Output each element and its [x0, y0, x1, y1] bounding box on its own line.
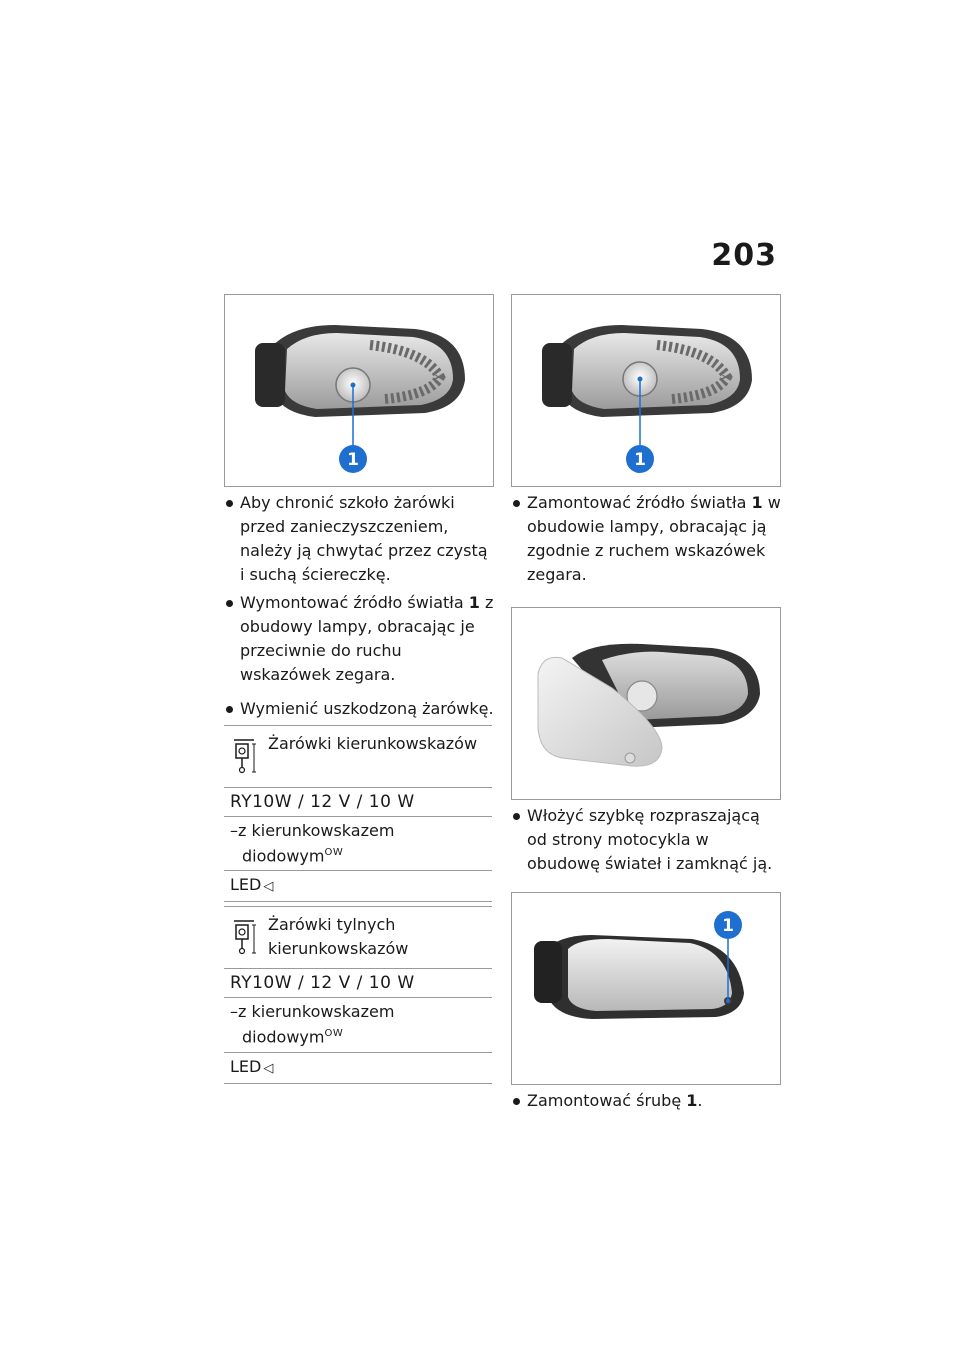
lens-insertion-illustration: [512, 608, 780, 799]
figure-bulb-housing-right: [511, 294, 781, 487]
left-column: [224, 294, 494, 1084]
spec-note: [224, 998, 492, 1052]
callout-reference: 1: [686, 1091, 698, 1110]
screw-mounting-illustration: [512, 893, 780, 1084]
spec-table-title: Żarówki kierunkowskazów: [268, 734, 478, 753]
figure-lens-insertion: [511, 607, 781, 800]
spec-table-header: [224, 726, 492, 788]
spec-note: [224, 817, 492, 871]
step-text: z obudowy lampy, obracając je przeciwnie do ruchu wskazówek zegara.: [240, 593, 494, 684]
led-row: [224, 1053, 492, 1084]
step-text: .: [697, 1091, 703, 1110]
bulb-icon: [230, 913, 264, 963]
instruction-list: [224, 491, 494, 721]
spec-table-rear-indicator-bulbs: [224, 906, 492, 1083]
triangle-left-icon: ◁: [263, 879, 274, 895]
callout-number: 1: [722, 916, 734, 936]
list-item: [224, 591, 494, 687]
figure-screw-mounting: [511, 892, 781, 1085]
triangle-left-icon: ◁: [263, 1060, 274, 1076]
callout-reference: 1: [751, 493, 763, 512]
list-item: [224, 697, 494, 721]
step-text: Zamontować śrubę: [527, 1091, 687, 1110]
bulb-specification: RY10W / 12 V / 10 W: [224, 788, 492, 817]
spec-note-text: –z kierunkowskazem diodowym: [230, 1002, 395, 1047]
step-text: Wymienić uszkodzoną żarówkę.: [240, 699, 494, 718]
step-text: Wymontować źródło światła: [240, 593, 469, 612]
list-item: [511, 491, 781, 587]
list-item: [224, 491, 494, 587]
spec-table-indicator-bulbs: [224, 725, 492, 902]
led-label: LED: [230, 1056, 262, 1076]
callout-anchor: [726, 999, 730, 1003]
callout-reference: 1: [468, 593, 480, 612]
bulb-specification: RY10W / 12 V / 10 W: [224, 969, 492, 998]
callout-anchor: [638, 377, 643, 382]
spec-note-text: –z kierunkowskazem diodowym: [230, 821, 395, 866]
right-column: [511, 294, 781, 1113]
callout-number: 1: [634, 450, 646, 470]
indicator-housing-illustration: [225, 295, 493, 486]
instruction-list: [511, 491, 781, 587]
led-row: [224, 871, 492, 902]
instruction-list: [511, 1089, 781, 1113]
led-label: LED: [230, 875, 262, 895]
step-text: w obudowie lampy, obracając ją zgodnie z ruchem wskazówek zegara.: [527, 493, 781, 584]
step-text: Zamontować źródło światła: [527, 493, 752, 512]
callout-anchor: [351, 383, 356, 388]
option-superscript: OW: [324, 847, 344, 858]
bulb-icon: [230, 732, 264, 782]
callout-number: 1: [347, 450, 359, 470]
step-text: Włożyć szybkę rozpraszającą od strony motocykla w obudowę świateł i zamknąć ją.: [527, 806, 773, 873]
list-item: [511, 804, 781, 876]
list-item: [511, 1089, 781, 1113]
step-text: Aby chronić szkoło żarówki przed zanieczyszczeniem, należy ją chwytać przez czystą i suchą ściereczkę.: [240, 493, 488, 584]
figure-bulb-housing-left: [224, 294, 494, 487]
instruction-list: [511, 804, 781, 876]
spec-table-header: [224, 907, 492, 969]
option-superscript: OW: [324, 1028, 344, 1040]
spec-table-title: Żarówki tylnych kierunkowskazów: [268, 915, 409, 959]
indicator-housing-illustration: [512, 295, 780, 486]
page-number: 203: [711, 238, 777, 273]
